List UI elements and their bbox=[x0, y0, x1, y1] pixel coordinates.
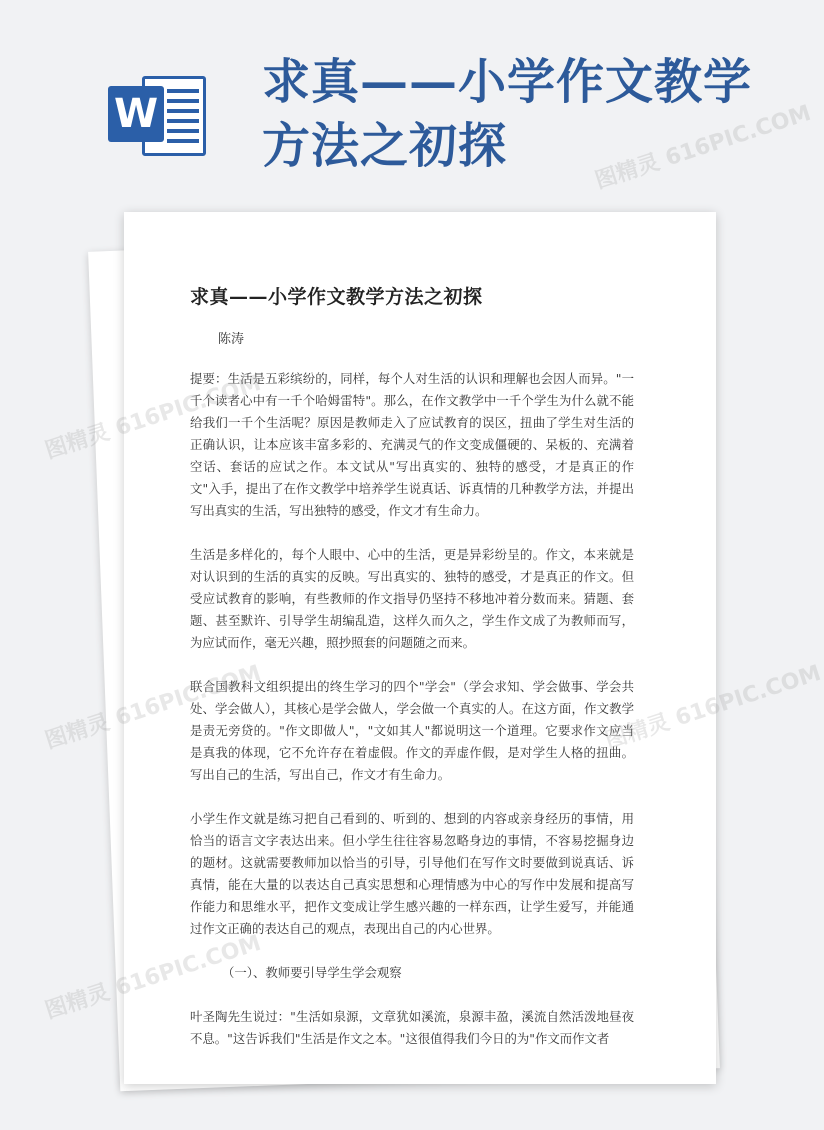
banner-title: 求真——小学作文教学方法之初探 bbox=[262, 54, 753, 174]
section-heading: （一）、教师要引导学生学会观察 bbox=[222, 965, 402, 980]
paragraph-last: 叶圣陶先生说过："生活如泉源，文章犹如溪流，泉源丰盈，溪流自然活泼地昼夜不息。"这告诉我们"生活是作文之本。"这很值得我们今日的为"作文而作文者 bbox=[190, 1009, 634, 1046]
watermark: 图精灵 616PIC.COM bbox=[592, 100, 815, 195]
document-author: 陈涛 bbox=[218, 332, 245, 347]
document-body bbox=[190, 368, 634, 1072]
word-document-icon bbox=[108, 70, 208, 160]
watermark: 图精灵 616PIC.COM bbox=[602, 660, 824, 755]
watermark: 图精灵 616PIC.COM bbox=[42, 370, 265, 465]
paragraph: 小学生作文就是练习把自己看到的、听到的、想到的内容或亲身经历的事情，用恰当的语言文字表达出来。但小学生往往容易忽略身边的事情，不容易挖掘身边的题材。这就需要教师加以恰当的引导，引导他们在写作文时要做到说真话、诉真情，能在大量的以表达自己真实思想和心理情感为中心的写作中发展和提高写作能力和思维水平，把作文变成让学生感兴趣的一样东西，让学生爱写，并能通过作文正确的表达自己的观点，表现出自己的内心世界。 bbox=[190, 811, 634, 936]
document-page bbox=[124, 212, 716, 1084]
watermark: 图精灵 616PIC.COM bbox=[42, 930, 265, 1025]
paragraph: 生活是多样化的，每个人眼中、心中的生活，更是异彩纷呈的。作文，本来就是对认识到的生活的真实的反映。写出真实的、独特的感受，才是真正的作文。但受应试教育的影响，有些教师的作文指导仍坚持不移地冲着分数而来。猜题、套题、甚至默许、引导学生胡编乱造，这样久而久之，学生作文成了为教师而写，为应试而作，毫无兴趣，照抄照套的问题随之而来。 bbox=[190, 547, 634, 650]
paragraph-abstract: 提要：生活是五彩缤纷的，同样，每个人对生活的认识和理解也会因人而异。"一千个读者心中有一千个哈姆雷特"。那么，在作文教学中一千个学生为什么就不能给我们一千个生活呢？原因是教师走入了应试教育的误区，扭曲了学生对生活的正确认识，让本应该丰富多彩的、充满灵气的作文变成僵硬的、呆板的、充满着空话、套话的应试之作。本文试从"写出真实的、独特的感受，才是真正的作文"入手，提出了在作文教学中培养学生说真话、诉真情的几种教学方法，并提出写出真实的生活，写出独特的感受，作文才有生命力。 bbox=[190, 371, 634, 518]
watermark: 图精灵 616PIC.COM bbox=[42, 660, 265, 755]
paragraph: 联合国教科文组织提出的终生学习的四个"学会"（学会求知、学会做事、学会共处、学会做人），其核心是学会做人，学会做一个真实的人。在这方面，作文教学是责无旁贷的。"作文即做人"，"文如其人"都说明这一个道理。它要求作文应当是真我的体现，它不允许存在着虚假。作文的弄虚作假，是对学生人格的扭曲。写出自己的生活，写出自己，作文才有生命力。 bbox=[190, 679, 634, 782]
header-banner bbox=[0, 0, 800, 200]
word-letter-badge: W bbox=[108, 86, 164, 142]
document-title: 求真——小学作文教学方法之初探 bbox=[190, 286, 483, 308]
